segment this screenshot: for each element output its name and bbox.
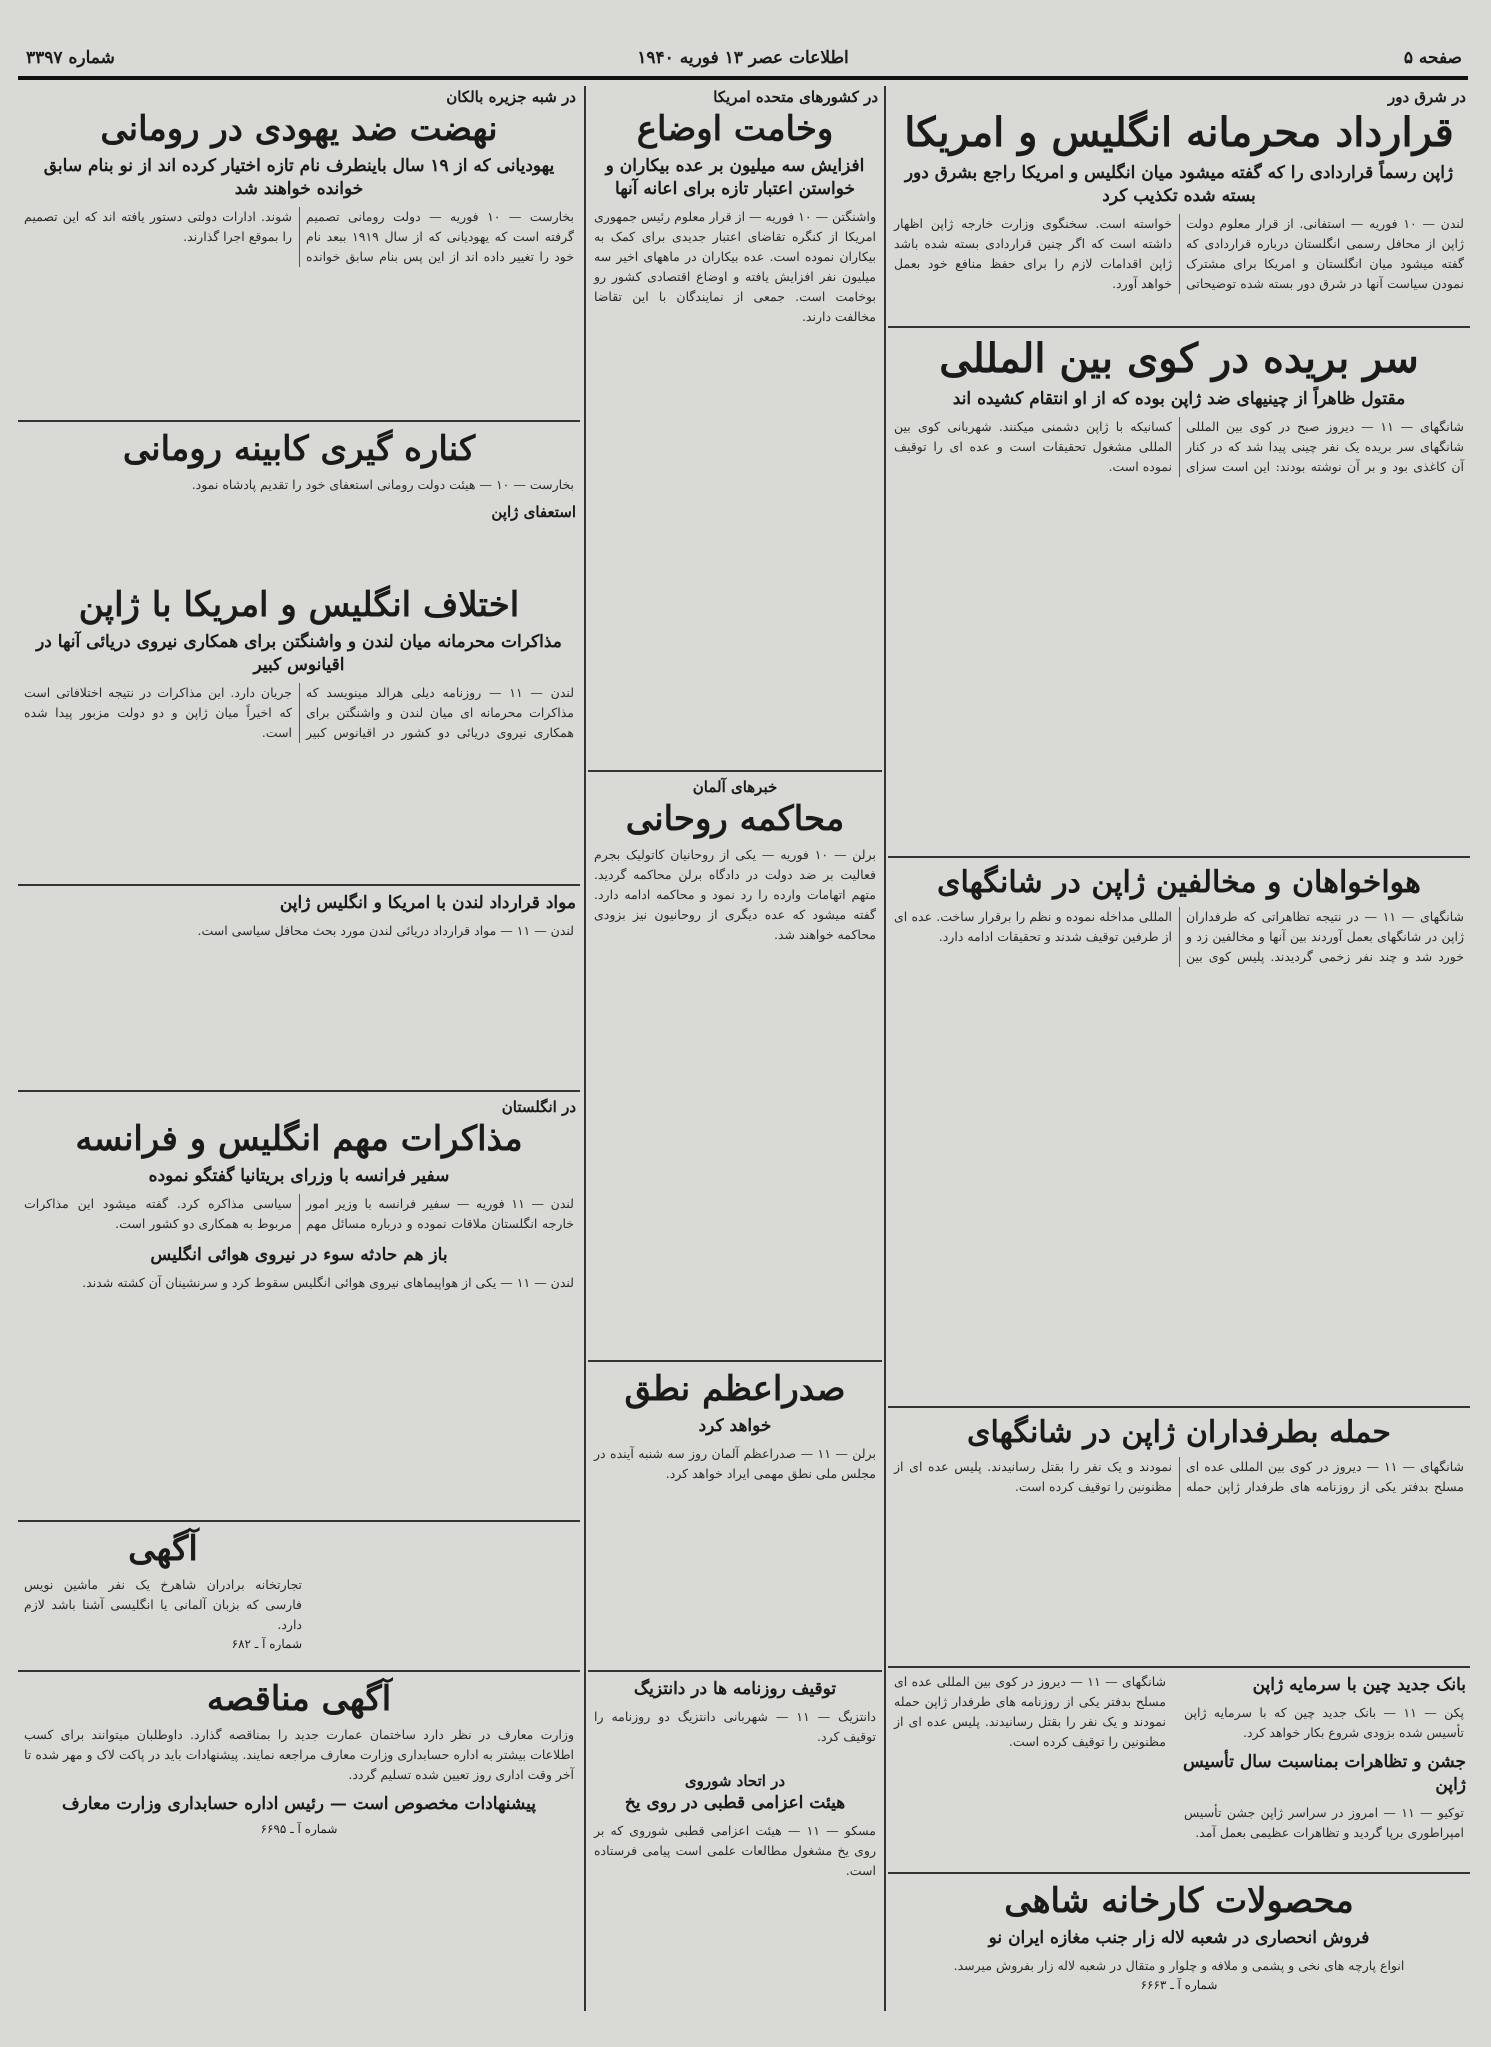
article-body: پکن — ۱۱ — بانک جدید چین که با سرمایه ژاپن تأسیس شده بزودی شروع بکار خواهد کرد.	[1184, 1704, 1464, 1740]
column-divider	[584, 86, 586, 2011]
headline: صدراعظم نطق	[624, 1369, 846, 1409]
article-anglo-french-talks	[18, 1096, 580, 1516]
headline: قرارداد محرمانه انگلیس و امریکا	[904, 109, 1454, 156]
article-polar-expedition	[588, 1770, 882, 2008]
article-london-treaty	[18, 890, 580, 1086]
headline: وخامت اوضاع	[636, 109, 834, 149]
headline: هیئت اعزامی قطبی در روی یخ	[624, 1793, 846, 1813]
divider	[18, 1520, 580, 1522]
left-column	[18, 86, 580, 2011]
divider	[888, 1406, 1470, 1408]
article-attack-supporters	[888, 1412, 1470, 1662]
subheadline: مذاکرات محرمانه میان لندن و واشنگتن برای همکاری نیروی دریائی آنها در اقیانوس کبیر	[36, 632, 562, 676]
middle-column	[588, 86, 882, 2011]
headline: هواخواهان و مخالفین ژاپن در شانگهای	[936, 865, 1421, 900]
subheadline: مقتول ظاهراً از چینیهای ضد ژاپن بوده که از او انتقام کشیده اند	[952, 389, 1406, 409]
ad-subheadline: فروش انحصاری در شعبه لاله زار جنب مغازه ایران نو	[988, 1928, 1370, 1949]
subheadline: ژاپن رسماً قراردادی را که گفته میشود میان انگلیس و امریکا راجع بشرق دور بسته شده تکذیب کرد	[904, 163, 1454, 206]
ad-signature: پیشنهادات مخصوص است — رئیس اداره حسابداری وزارت معارف	[62, 1794, 536, 1815]
article-body: واشنگتن — ۱۰ فوریه — از قرار معلوم رئیس جمهوری امریکا از کنگره تقاضای اعتبار جدیدی برای کمک به بیکاران نموده است. عده بیکاران در ماههای اخیر سه میلیون نفر افزایش یافته و اوضاع اقتصادی کشور رو بوخامت است. جمعی از نمایندگان با این تقاضا مخالفت دارند.	[594, 208, 876, 324]
article-severed-head	[888, 332, 1470, 852]
article-body: توکیو — ۱۱ — امروز در سراسر ژاپن جشن تأسیس امپراطوری برپا گردید و تظاهرات عظیمی بعمل آمد.	[1184, 1804, 1464, 1840]
headline: مذاکرات مهم انگلیس و فرانسه	[75, 1119, 523, 1159]
article-body: دانتزیگ — ۱۱ — شهربانی دانتزیگ دو روزنامه را توقیف کرد.	[594, 1708, 876, 1744]
article-romania-cabinet	[18, 426, 580, 576]
issue-number: شماره ۳۳۹۷	[26, 48, 115, 68]
ad-headline: محصولات کارخانه شاهی	[1004, 1881, 1354, 1921]
article-body: لندن — ۱۱ — مواد قرارداد دریائی لندن مورد بحث محافل سیاسی است.	[197, 922, 574, 938]
headline: محاکمه روحانی	[625, 799, 845, 839]
headline: حمله بطرفداران ژاپن در شانگهای	[967, 1415, 1391, 1450]
article-body: لندن — ۱۰ فوریه — استفانی. از قرار معلوم دولت ژاپن از محافل رسمی انگلستان درباره قراردادی که گفته میشود میان انگلستان و امریکا برای مشترک نمودن سیاست آنها در شرق دور بسته شده توضیحاتی خواسته است. سخنگوی وزارت خارجه ژاپن اظهار داشته است که اگر چنین قراردادی بسته شده باشد ژاپن اقدامات لازم را برای حفظ منافع خود بعمل خواهد آورد.	[894, 215, 1464, 291]
article-danzig-papers	[588, 1676, 882, 1766]
divider	[888, 1872, 1470, 1874]
subheadline: خواهد کرد	[698, 1416, 772, 1437]
right-column	[888, 86, 1470, 2011]
section-kicker: استعفای ژاپن	[491, 503, 576, 522]
article-body: برلن — ۱۰ فوریه — یکی از روحانیان کاتولیک بجرم فعالیت بر ضد دولت در دادگاه برلن محاکمه گردید. متهم اتهامات وارده را رد نمود و محاکمه ادامه دارد. گفته میشود که عده دیگری از روحانیون نیز بزودی محاکمه خواهند شد.	[594, 847, 876, 943]
section-kicker: خبرهای آلمان	[692, 778, 778, 796]
ad-number: شماره آ ـ ۶۶۶۳	[1140, 1978, 1218, 1993]
article-new-bank	[1178, 1672, 1470, 1868]
headline: سر بریده در کوی بین المللی	[939, 335, 1419, 382]
headline: اختلاف انگلیس و امریکا با ژاپن	[78, 585, 520, 625]
headline: جشن و تظاهرات بمناسبت سال تأسیس ژاپن	[1182, 1751, 1466, 1795]
headline: توقیف روزنامه ها در دانتزیگ	[633, 1679, 837, 1699]
divider	[18, 420, 580, 422]
article-continuation	[888, 1672, 1172, 1868]
section-kicker: در شبه جزیره بالکان	[446, 88, 576, 106]
article-body: مسکو — ۱۱ — هیئت اعزامی قطبی شوروی که بر روی یخ مشغول مطالعات علمی است پیامی فرستاده است.	[594, 1822, 876, 1878]
article-body: بخارست — ۱۰ فوریه — دولت رومانی تصمیم گرفته است که یهودیانی که از سال ۱۹۱۹ ببعد نام خود را تغییر داده اند از این پس بنام سابق خوانده شوند. ادارات دولتی دستور یافته اند که این تصمیم را بموقع اجرا گذارند.	[24, 208, 574, 264]
advertisement-tender	[18, 1676, 580, 2008]
article-body: لندن — ۱۱ — یکی از هواپیماهای نیروی هوائی انگلیس سقوط کرد و سرنشینان آن کشته شدند.	[82, 1274, 574, 1290]
page-label: صفحه ۵	[1403, 48, 1462, 68]
column-divider	[884, 86, 886, 2011]
divider	[888, 326, 1470, 328]
headline: بانک جدید چین با سرمایه ژاپن	[1252, 1675, 1466, 1695]
ad-body: تجارتخانه برادران شاهرخ یک نفر ماشین نویس فارسی که بزبان آلمانی یا انگلیسی آشنا باشد لازم دارد.	[24, 1577, 302, 1633]
advertisement-notice	[18, 1526, 308, 1666]
divider	[588, 1670, 882, 1672]
article-chancellor-speech	[588, 1366, 882, 1666]
subheadline: یهودیانی که از ۱۹ سال باینطرف نام تازه اختیار کرده اند از نو بنام سابق خوانده خواهند شد	[43, 156, 555, 200]
article-body: شانگهای — ۱۱ — دیروز در کوی بین المللی عده ای مسلح بدفتر یکی از روزنامه های طرفدار ژاپن حمله نمودند و یک نفر را بقتل رسانیدند. پلیس عده ای از مظنونین را توقیف کرده است.	[894, 1674, 1166, 1749]
section-kicker: در انگلستان	[501, 1098, 576, 1116]
article-supporters-opponents	[888, 862, 1470, 1402]
article-body: شانگهای — ۱۱ — دیروز در کوی بین المللی عده ای مسلح بدفتر یکی از روزنامه های طرفدار ژاپن حمله نمودند و یک نفر را بقتل رسانیدند. پلیس عده ای از مظنونین را توقیف کرده است.	[894, 1458, 1464, 1494]
section-kicker: در اتحاد شوروی	[684, 1772, 786, 1790]
divider	[18, 884, 580, 886]
article-body: شانگهای — ۱۱ — دیروز صبح در کوی بین المللی شانگهای سر بریده یک نفر چینی پیدا شد که در کنار آن کاغذی بود و بر آن نوشته بودند: این است سزای کسانیکه با ژاپن دشمنی میکنند. شهربانی کوی بین المللی مشغول تحقیقات است و عده ای را توقیف نموده است.	[894, 418, 1464, 474]
headline: مواد قرارداد لندن با امریکا و انگلیس ژاپن	[279, 893, 576, 913]
ad-number: شماره آ ـ ۶۶۹۵	[260, 1822, 338, 1837]
headline: باز هم حادثه سوء در نیروی هوائی انگلیس	[150, 1245, 448, 1266]
masthead-title: اطلاعات عصر ۱۳ فوریه ۱۹۴۰	[637, 48, 849, 68]
subheadline: افزایش سه میلیون بر عده بیکاران و خواستن اعتبار تازه برای اعانه آنها	[605, 156, 865, 200]
section-kicker: در شرق دور	[1387, 88, 1466, 106]
article-anglo-us-japan	[18, 582, 580, 880]
ad-body: وزارت معارف در نظر دارد ساختمان عمارت جدید را بمناقصه گذارد. داوطلبان میتوانند برای کسب اطلاعات بیشتر به اداره حسابداری وزارت معارف مراجعه نمایند. پیشنهادات باید در پاکت لاک و مهر شده تا آخر وقت اداری روز تعیین شده تسلیم گردد.	[24, 1727, 574, 1783]
divider	[18, 1670, 580, 1672]
divider	[588, 770, 882, 772]
article-body: لندن — ۱۱ فوریه — سفیر فرانسه با وزیر امور خارجه انگلستان ملاقات نموده و درباره مسائل مهم سیاسی مذاکره کرد. گفته میشود این مذاکرات مربوط به همکاری دو کشور است.	[24, 1196, 574, 1232]
headline: نهضت ضد یهودی در رومانی	[100, 109, 498, 149]
divider	[18, 1090, 580, 1092]
article-body: شانگهای — ۱۱ — در نتیجه تظاهراتی که طرفداران ژاپن در شانگهای بعمل آوردند بین آنها و مخالفین زد و خورد شد و چند نفر زخمی گردیدند. پلیس کوی بین المللی مداخله نموده و نظم را برقرار ساخت. عده ای از طرفین توقیف شدند و تحقیقات ادامه دارد.	[894, 908, 1464, 964]
advertisement-shahi-factory	[888, 1878, 1470, 2008]
article-secret-agreement	[888, 86, 1470, 322]
masthead-bar	[18, 38, 1468, 80]
article-body: لندن — ۱۱ — روزنامه دیلی هرالد مینویسد که مذاکرات محرمانه ای میان لندن و واشنگتن برای همکاری نیروی دریائی دو کشور در اقیانوس کبیر جریان دارد. این مذاکرات در نتیجه اختلافاتی است که اخیراً میان ژاپن و دو دولت مزبور پیدا شده است.	[24, 684, 574, 740]
divider	[888, 856, 1470, 858]
article-clergy-trial	[588, 776, 882, 1356]
ad-number: شماره آ ـ ۶۸۲	[231, 1637, 302, 1652]
article-body: برلن — ۱۱ — صدراعظم آلمان روز سه شنبه آینده در مجلس ملی نطق مهمی ایراد خواهد کرد.	[594, 1446, 876, 1482]
divider	[588, 1360, 882, 1362]
section-kicker: در کشورهای متحده امریکا	[713, 88, 878, 106]
article-body: بخارست — ۱۰ — هیئت دولت رومانی استعفای خود را تقدیم پادشاه نمود.	[191, 477, 574, 493]
headline: کناره گیری کابینه رومانی	[122, 429, 476, 469]
subheadline: سفیر فرانسه با وزرای بریتانیا گفتگو نموده	[148, 1166, 450, 1187]
ad-headline: آگهی مناقصه	[206, 1679, 392, 1719]
ad-body: انواع پارچه های نخی و پشمی و ملافه و چلوار و متقال در شعبه لاله زار بفروش میرسد.	[953, 1958, 1405, 1974]
article-america-situation	[588, 86, 882, 766]
article-romania-antisemitism	[18, 86, 580, 416]
ad-headline: آگهی	[128, 1529, 198, 1569]
divider	[888, 1666, 1470, 1668]
